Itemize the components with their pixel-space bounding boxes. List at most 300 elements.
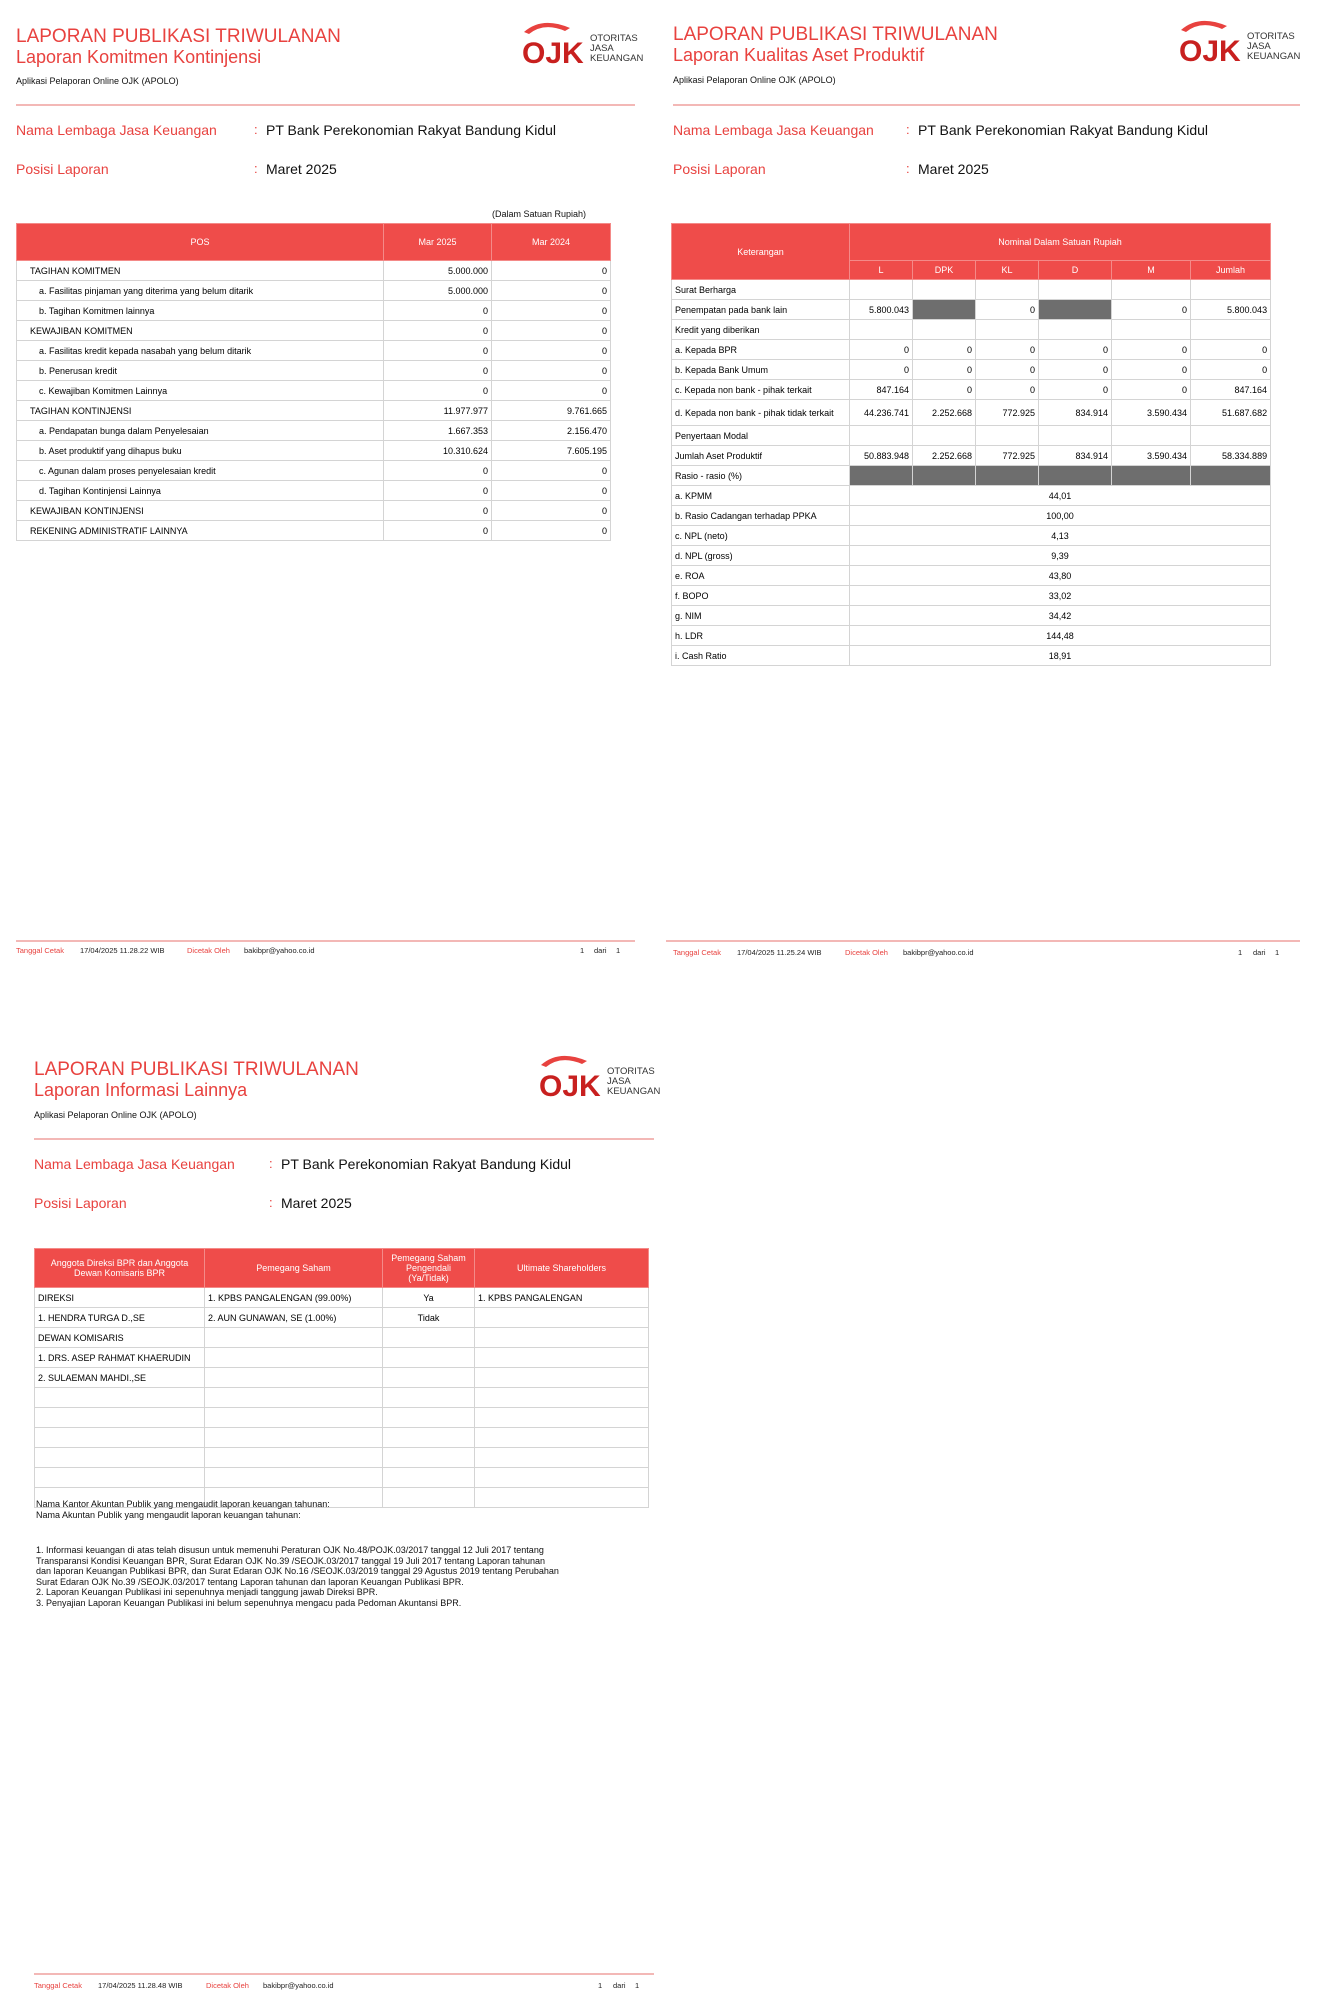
row-value-mar2024: 0 — [492, 501, 611, 521]
row-value: 5.800.043 — [850, 300, 913, 320]
col-header-nominal: Nominal Dalam Satuan Rupiah — [850, 224, 1271, 261]
row-cell — [205, 1348, 383, 1368]
row-value — [1039, 280, 1112, 300]
table-row — [17, 301, 611, 321]
row-value: 0 — [1112, 340, 1191, 360]
shaded-cell — [976, 466, 1039, 486]
row-cell — [35, 1408, 205, 1428]
col-header-anggota: Anggota Direksi BPR dan Anggota Dewan Komisaris BPR — [35, 1249, 205, 1288]
row-cell — [205, 1428, 383, 1448]
table-row — [672, 446, 1271, 466]
row-value: 0 — [913, 380, 976, 400]
table-row — [672, 340, 1271, 360]
report-page-komitmen-kontinjensi — [0, 0, 655, 970]
page-total: 1 — [1275, 948, 1280, 957]
row-value — [850, 280, 913, 300]
row-value: 0 — [1039, 380, 1112, 400]
table-row — [672, 466, 1271, 486]
row-value-mar2024: 0 — [492, 521, 611, 541]
app-name: Aplikasi Pelaporan Online OJK (APOLO) — [34, 1110, 197, 1120]
table-row — [672, 280, 1271, 300]
kualitas-aset-table — [671, 223, 1271, 666]
page-total: 1 — [616, 946, 621, 955]
shaded-cell — [1191, 466, 1271, 486]
institution-label: Nama Lembaga Jasa Keuangan — [16, 122, 217, 138]
printed-date-label: Tanggal Cetak — [34, 1981, 82, 1990]
col-header-m: M — [1112, 261, 1191, 280]
row-value-mar2024: 0 — [492, 361, 611, 381]
row-cell: Ya — [383, 1288, 475, 1308]
col-header-dpk: DPK — [913, 261, 976, 280]
col-header-keterangan: Keterangan — [672, 224, 850, 280]
footnote-line: dan laporan Keuangan Publikasi BPR, dan Surat Edaran OJK No.16 /SEOJK.03/2019 tanggal 29 Agustus 2019 tentang Perubahan — [36, 1566, 559, 1576]
row-value-mar2025: 1.667.353 — [384, 421, 492, 441]
row-cell — [475, 1428, 649, 1448]
row-label: b. Penerusan kredit — [17, 361, 384, 381]
report-page-informasi-lainnya — [17, 1037, 672, 2000]
ratio-label: e. ROA — [672, 566, 850, 586]
row-value: 834.914 — [1039, 446, 1112, 466]
footnote-line: Transparansi Kondisi Keuangan BPR, Surat Edaran OJK No.39 /SEOJK.03/2017 tanggal 19 Juli 2017 tentang Laporan tahunan — [36, 1555, 546, 1566]
row-label: c. Agunan dalam proses penyelesaian kredit — [17, 461, 384, 481]
page-of: dari — [613, 1981, 626, 1990]
position-label: Posisi Laporan — [673, 161, 766, 177]
row-cell — [475, 1448, 649, 1468]
ojk-logo-icon — [535, 1051, 605, 1101]
ojk-logo-icon — [1175, 16, 1245, 66]
logo-text-2: JASA — [1247, 41, 1271, 52]
footnotes — [36, 1545, 559, 1608]
row-cell — [383, 1348, 475, 1368]
institution-label: Nama Lembaga Jasa Keuangan — [673, 122, 874, 138]
row-cell — [205, 1368, 383, 1388]
row-value-mar2025: 0 — [384, 321, 492, 341]
ratio-value: 18,91 — [850, 646, 1271, 666]
row-cell: DIREKSI — [35, 1288, 205, 1308]
printed-date-value: 17/04/2025 11.25.24 WIB — [737, 948, 822, 957]
institution-colon: : — [254, 122, 258, 137]
row-value — [1039, 426, 1112, 446]
ojk-logo — [1175, 16, 1305, 66]
row-value-mar2025: 10.310.624 — [384, 441, 492, 461]
ratio-value: 43,80 — [850, 566, 1271, 586]
komitmen-table — [16, 223, 611, 541]
row-cell — [205, 1408, 383, 1428]
table-row — [35, 1428, 649, 1448]
position-label: Posisi Laporan — [34, 1195, 127, 1211]
ratio-row — [672, 586, 1271, 606]
unit-note: (Dalam Satuan Rupiah) — [492, 209, 587, 219]
row-cell — [35, 1388, 205, 1408]
ratio-label: i. Cash Ratio — [672, 646, 850, 666]
ratio-value: 34,42 — [850, 606, 1271, 626]
row-value — [976, 280, 1039, 300]
footnote-line: 2. Laporan Keuangan Publikasi ini sepenuhnya menjadi tanggung jawab Direksi BPR. — [36, 1587, 378, 1597]
row-value-mar2025: 11.977.977 — [384, 401, 492, 421]
row-value-mar2025: 5.000.000 — [384, 281, 492, 301]
ratio-row — [672, 646, 1271, 666]
row-value: 0 — [1191, 360, 1271, 380]
row-cell — [383, 1388, 475, 1408]
row-value — [850, 320, 913, 340]
ratio-row — [672, 526, 1271, 546]
row-cell — [383, 1488, 475, 1508]
kap-section — [36, 1499, 330, 1520]
table-row — [17, 421, 611, 441]
ratio-value: 100,00 — [850, 506, 1271, 526]
printed-date-label: Tanggal Cetak — [673, 948, 721, 957]
row-value: 0 — [1039, 360, 1112, 380]
row-value: 847.164 — [850, 380, 913, 400]
col-header-jumlah: Jumlah — [1191, 261, 1271, 280]
shaded-cell — [1039, 466, 1112, 486]
row-value: 0 — [976, 300, 1039, 320]
row-value: 834.914 — [1039, 400, 1112, 426]
position-value: Maret 2025 — [918, 161, 989, 177]
row-value-mar2025: 0 — [384, 381, 492, 401]
printed-by-label: Dicetak Oleh — [206, 1981, 249, 1990]
ojk-logo — [518, 18, 648, 68]
header-divider — [34, 1138, 654, 1140]
row-cell — [205, 1328, 383, 1348]
row-cell — [205, 1468, 383, 1488]
institution-colon: : — [269, 1156, 273, 1171]
row-value-mar2025: 0 — [384, 341, 492, 361]
ratio-value: 144,48 — [850, 626, 1271, 646]
row-label: Penempatan pada bank lain — [672, 300, 850, 320]
ratio-row — [672, 506, 1271, 526]
row-value: 2.252.668 — [913, 446, 976, 466]
table-row — [35, 1328, 649, 1348]
position-label: Posisi Laporan — [16, 161, 109, 177]
report-subtitle: Laporan Komitmen Kontinjensi — [16, 47, 262, 67]
footnote-line: 1. Informasi keuangan di atas telah disusun untuk memenuhi Peraturan OJK No.48/POJK.03/2017 tanggal 12 Juli 2017 tentang — [36, 1545, 544, 1555]
table-row — [17, 441, 611, 461]
app-name: Aplikasi Pelaporan Online OJK (APOLO) — [16, 76, 179, 86]
page-of: dari — [1253, 948, 1266, 957]
row-cell: 1. KPBS PANGALENGAN — [475, 1288, 649, 1308]
col-header-ultimate: Ultimate Shareholders — [475, 1249, 649, 1288]
row-cell — [383, 1368, 475, 1388]
header-divider — [673, 104, 1300, 106]
row-value-mar2024: 0 — [492, 321, 611, 341]
row-label: KEWAJIBAN KOMITMEN — [17, 321, 384, 341]
col-header-mar2025: Mar 2025 — [384, 224, 492, 261]
row-label: a. Pendapatan bunga dalam Penyelesaian — [17, 421, 384, 441]
row-cell: 1. HENDRA TURGA D.,SE — [35, 1308, 205, 1328]
row-value — [1191, 280, 1271, 300]
col-header-kl: KL — [976, 261, 1039, 280]
ratio-label: g. NIM — [672, 606, 850, 626]
table-row — [35, 1408, 649, 1428]
footer-divider — [34, 1973, 654, 1975]
row-cell — [475, 1368, 649, 1388]
row-cell — [35, 1428, 205, 1448]
row-label: b. Kepada Bank Umum — [672, 360, 850, 380]
table-row — [672, 320, 1271, 340]
printed-by-value: bakibpr@yahoo.co.id — [244, 946, 315, 955]
row-label: TAGIHAN KOMITMEN — [17, 261, 384, 281]
row-cell — [475, 1408, 649, 1428]
row-cell — [383, 1428, 475, 1448]
row-value — [850, 426, 913, 446]
pemegang-saham-table — [34, 1248, 649, 1508]
row-value: 3.590.434 — [1112, 446, 1191, 466]
printed-by-value: bakibpr@yahoo.co.id — [903, 948, 974, 957]
page-number: 1 — [580, 946, 585, 955]
shaded-cell — [1039, 300, 1112, 320]
shaded-cell — [1112, 466, 1191, 486]
row-cell — [475, 1468, 649, 1488]
row-value — [1191, 320, 1271, 340]
logo-text-1: OTORITAS — [1247, 31, 1295, 42]
printed-by-label: Dicetak Oleh — [187, 946, 230, 955]
row-value: 0 — [1112, 380, 1191, 400]
table-row — [17, 341, 611, 361]
row-value — [1112, 320, 1191, 340]
table-row — [672, 426, 1271, 446]
row-cell: 2. SULAEMAN MAHDI.,SE — [35, 1368, 205, 1388]
row-value: 2.252.668 — [913, 400, 976, 426]
row-label: c. Kepada non bank - pihak terkait — [672, 380, 850, 400]
row-value-mar2024: 9.761.665 — [492, 401, 611, 421]
printed-date-value: 17/04/2025 11.28.48 WIB — [98, 1981, 183, 1990]
table-row — [35, 1468, 649, 1488]
row-value: 0 — [1191, 340, 1271, 360]
row-cell — [35, 1468, 205, 1488]
col-header-pos: POS — [17, 224, 384, 261]
header-divider — [16, 104, 635, 106]
row-label: Jumlah Aset Produktif — [672, 446, 850, 466]
page-number: 1 — [1238, 948, 1243, 957]
footnote-line: Surat Edaran OJK No.39 /SEOJK.03/2017 tentang Laporan tahunan dan laporan Keuangan Publikasi BPR. — [36, 1576, 464, 1587]
row-value-mar2025: 0 — [384, 521, 492, 541]
row-label: TAGIHAN KONTINJENSI — [17, 401, 384, 421]
institution-value: PT Bank Perekonomian Rakyat Bandung Kidul — [918, 122, 1209, 138]
logo-text-3: KEUANGAN — [590, 53, 644, 64]
footer-divider — [16, 940, 635, 942]
row-value-mar2025: 0 — [384, 361, 492, 381]
report-subtitle: Laporan Kualitas Aset Produktif — [673, 45, 925, 65]
institution-label: Nama Lembaga Jasa Keuangan — [34, 1156, 235, 1172]
row-value: 0 — [913, 360, 976, 380]
ratio-label: a. KPMM — [672, 486, 850, 506]
table-row — [17, 521, 611, 541]
row-value — [1112, 426, 1191, 446]
table-row — [17, 321, 611, 341]
ratio-row — [672, 606, 1271, 626]
row-label: c. Kewajiban Komitmen Lainnya — [17, 381, 384, 401]
table-row — [672, 360, 1271, 380]
row-cell: 1. KPBS PANGALENGAN (99.00%) — [205, 1288, 383, 1308]
row-cell: DEWAN KOMISARIS — [35, 1328, 205, 1348]
row-value-mar2024: 0 — [492, 461, 611, 481]
row-label: a. Fasilitas kredit kepada nasabah yang belum ditarik — [17, 341, 384, 361]
table-row — [17, 261, 611, 281]
row-value: 0 — [976, 360, 1039, 380]
ratio-label: f. BOPO — [672, 586, 850, 606]
svg-text:OJK: OJK — [1179, 35, 1241, 66]
footer-divider — [666, 940, 1300, 942]
row-value: 51.687.682 — [1191, 400, 1271, 426]
row-cell — [205, 1388, 383, 1408]
row-cell — [205, 1448, 383, 1468]
page-total: 1 — [635, 1981, 640, 1990]
ratio-value: 4,13 — [850, 526, 1271, 546]
app-name: Aplikasi Pelaporan Online OJK (APOLO) — [673, 75, 836, 85]
table-row — [672, 400, 1271, 426]
printed-by-value: bakibpr@yahoo.co.id — [263, 1981, 334, 1990]
col-header-l: L — [850, 261, 913, 280]
row-value-mar2024: 2.156.470 — [492, 421, 611, 441]
table-row — [35, 1368, 649, 1388]
row-value-mar2024: 0 — [492, 261, 611, 281]
page-of: dari — [594, 946, 607, 955]
ratio-value: 44,01 — [850, 486, 1271, 506]
table-row — [17, 361, 611, 381]
table-row — [17, 481, 611, 501]
table-row — [17, 401, 611, 421]
row-value-mar2025: 0 — [384, 301, 492, 321]
logo-text-3: KEUANGAN — [1247, 51, 1301, 62]
col-header-d: D — [1039, 261, 1112, 280]
row-value: 0 — [976, 340, 1039, 360]
table-row — [17, 381, 611, 401]
institution-value: PT Bank Perekonomian Rakyat Bandung Kidul — [281, 1156, 572, 1172]
footnote-line: 3. Penyajian Laporan Keuangan Publikasi ini belum sepenuhnya mengacu pada Pedoman Akuntansi BPR. — [36, 1597, 462, 1608]
row-value: 58.334.889 — [1191, 446, 1271, 466]
row-value — [913, 320, 976, 340]
position-colon: : — [254, 161, 258, 176]
row-cell: 2. AUN GUNAWAN, SE (1.00%) — [205, 1308, 383, 1328]
row-value — [976, 320, 1039, 340]
position-value: Maret 2025 — [266, 161, 337, 177]
row-value: 50.883.948 — [850, 446, 913, 466]
table-row — [17, 501, 611, 521]
row-value: 0 — [1039, 340, 1112, 360]
row-value: 0 — [1112, 360, 1191, 380]
row-value: 3.590.434 — [1112, 400, 1191, 426]
row-value-mar2024: 0 — [492, 341, 611, 361]
row-cell — [383, 1328, 475, 1348]
table-row — [17, 281, 611, 301]
table-row — [17, 461, 611, 481]
logo-text-2: JASA — [607, 1076, 631, 1087]
ratio-row — [672, 626, 1271, 646]
row-value — [1112, 280, 1191, 300]
row-label: b. Aset produktif yang dihapus buku — [17, 441, 384, 461]
row-value: 0 — [913, 340, 976, 360]
col-header-mar2024: Mar 2024 — [492, 224, 611, 261]
table-row — [35, 1448, 649, 1468]
row-value-mar2025: 5.000.000 — [384, 261, 492, 281]
report-type-title: LAPORAN PUBLIKASI TRIWULANAN — [673, 24, 998, 45]
row-value — [1039, 320, 1112, 340]
report-type-title: LAPORAN PUBLIKASI TRIWULANAN — [34, 1059, 359, 1080]
row-label: Rasio - rasio (%) — [672, 466, 850, 486]
row-value-mar2025: 0 — [384, 461, 492, 481]
row-value-mar2025: 0 — [384, 481, 492, 501]
ratio-label: c. NPL (neto) — [672, 526, 850, 546]
row-value: 772.925 — [976, 446, 1039, 466]
table-row — [672, 380, 1271, 400]
row-cell — [475, 1308, 649, 1328]
row-label: b. Tagihan Komitmen lainnya — [17, 301, 384, 321]
shaded-cell — [913, 300, 976, 320]
row-value — [976, 426, 1039, 446]
row-cell: Tidak — [383, 1308, 475, 1328]
institution-colon: : — [906, 122, 910, 137]
ojk-logo — [535, 1051, 665, 1101]
table-row — [35, 1388, 649, 1408]
row-value — [1191, 426, 1271, 446]
row-value-mar2024: 0 — [492, 281, 611, 301]
row-value-mar2024: 0 — [492, 381, 611, 401]
row-value: 0 — [850, 360, 913, 380]
row-value — [913, 426, 976, 446]
row-cell — [383, 1448, 475, 1468]
ratio-label: b. Rasio Cadangan terhadap PPKA — [672, 506, 850, 526]
position-colon: : — [906, 161, 910, 176]
ratio-label: d. NPL (gross) — [672, 546, 850, 566]
ratio-row — [672, 566, 1271, 586]
row-value: 847.164 — [1191, 380, 1271, 400]
logo-text-1: OTORITAS — [607, 1066, 655, 1077]
kap-line: Nama Akuntan Publik yang mengaudit laporan keuangan tahunan: — [36, 1509, 301, 1520]
row-label: Kredit yang diberikan — [672, 320, 850, 340]
row-label: KEWAJIBAN KONTINJENSI — [17, 501, 384, 521]
row-value-mar2024: 7.605.195 — [492, 441, 611, 461]
kap-line: Nama Kantor Akuntan Publik yang mengaudit laporan keuangan tahunan: — [36, 1499, 330, 1509]
table-row — [35, 1348, 649, 1368]
shaded-cell — [913, 466, 976, 486]
svg-text:OJK: OJK — [539, 1070, 601, 1101]
col-header-pemegang-saham: Pemegang Saham — [205, 1249, 383, 1288]
row-label: Penyertaan Modal — [672, 426, 850, 446]
row-cell — [475, 1388, 649, 1408]
position-colon: : — [269, 1195, 273, 1210]
table-row — [672, 300, 1271, 320]
row-value-mar2025: 0 — [384, 501, 492, 521]
logo-text-1: OTORITAS — [590, 33, 638, 44]
page-number: 1 — [598, 1981, 603, 1990]
report-page-kualitas-aset — [655, 0, 1333, 970]
institution-value: PT Bank Perekonomian Rakyat Bandung Kidul — [266, 122, 557, 138]
position-value: Maret 2025 — [281, 1195, 352, 1211]
row-label: a. Kepada BPR — [672, 340, 850, 360]
logo-text-3: KEUANGAN — [607, 1086, 661, 1097]
report-type-title: LAPORAN PUBLIKASI TRIWULANAN — [16, 26, 341, 47]
row-value: 0 — [976, 380, 1039, 400]
row-cell — [475, 1328, 649, 1348]
ojk-logo-icon — [518, 18, 588, 68]
ratio-label: h. LDR — [672, 626, 850, 646]
ratio-value: 9,39 — [850, 546, 1271, 566]
row-value: 44.236.741 — [850, 400, 913, 426]
row-label: REKENING ADMINISTRATIF LAINNYA — [17, 521, 384, 541]
table-row — [35, 1308, 649, 1328]
row-label: d. Kepada non bank - pihak tidak terkait — [672, 400, 850, 426]
row-cell — [383, 1468, 475, 1488]
row-value: 5.800.043 — [1191, 300, 1271, 320]
printed-date-value: 17/04/2025 11.28.22 WIB — [80, 946, 165, 955]
svg-text:OJK: OJK — [522, 37, 584, 68]
row-label: d. Tagihan Kontinjensi Lainnya — [17, 481, 384, 501]
report-subtitle: Laporan Informasi Lainnya — [34, 1080, 248, 1100]
ratio-value: 33,02 — [850, 586, 1271, 606]
row-cell — [475, 1348, 649, 1368]
row-value — [913, 280, 976, 300]
